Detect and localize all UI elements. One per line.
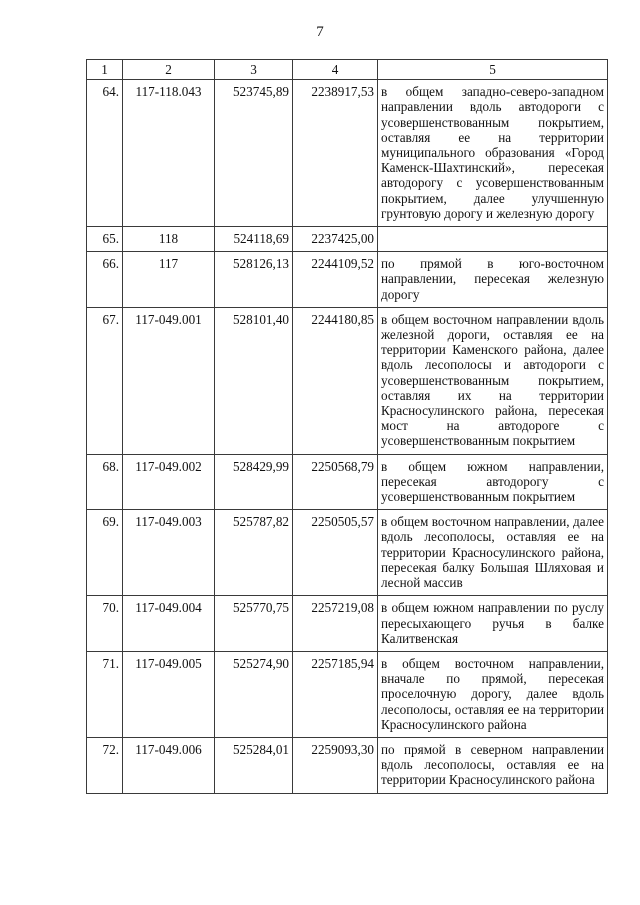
row-number-cell: 65. [87,227,123,252]
column-header: 3 [215,60,293,80]
point-id-cell: 117-118.043 [123,80,215,227]
row-number-cell: 69. [87,510,123,596]
coordinate-x-cell: 525770,75 [215,596,293,652]
point-id-cell: 117-049.004 [123,596,215,652]
description-cell: в общем восточном направлении вдоль железной дороги, оставляя ее на территории Каменского района, далее вдоль лесополосы и автодороги с усовершенствованным покрытием, оставляя их на территории Красносулинского района, пересекая мост на автодороге с усовершенствованным покрытием [378,307,608,454]
row-number-cell: 70. [87,596,123,652]
coordinate-y-cell: 2250505,57 [293,510,378,596]
boundary-table [86,59,608,794]
table-row [87,252,608,308]
row-number-cell: 71. [87,651,123,737]
description-cell: в общем восточном направлении, далее вдоль лесополосы, оставляя ее на территории Красносулинского района, пересекая балку Большая Шляховая и лесной массив [378,510,608,596]
page-number: 7 [316,24,324,40]
coordinate-y-cell: 2250568,79 [293,454,378,510]
table-row [87,510,608,596]
description-cell: по прямой в северном направлении вдоль лесополосы, оставляя ее на территории Красносулинского района [378,737,608,793]
description-cell: в общем западно-северо-западном направлении вдоль автодороги с усовершенствованным покрытием, оставляя ее на территории муниципального образования «Город Каменск-Шахтинский», пересекая автодорогу с усовершенствованным покрытием, далее улучшенную грунтовую дорогу и железную дорогу [378,80,608,227]
table-row [87,737,608,793]
coordinate-x-cell: 525274,90 [215,651,293,737]
point-id-cell: 117-049.003 [123,510,215,596]
table-row [87,227,608,252]
table-row [87,651,608,737]
description-cell [378,227,608,252]
coordinate-x-cell: 525787,82 [215,510,293,596]
coordinate-y-cell: 2257219,08 [293,596,378,652]
column-header: 1 [87,60,123,80]
point-id-cell: 117-049.006 [123,737,215,793]
coordinate-y-cell: 2257185,94 [293,651,378,737]
coordinate-y-cell: 2237425,00 [293,227,378,252]
table-header [87,60,608,80]
row-number-cell: 64. [87,80,123,227]
table-body [87,80,608,793]
coordinate-x-cell: 528101,40 [215,307,293,454]
point-id-cell: 117-049.002 [123,454,215,510]
point-id-cell: 117-049.005 [123,651,215,737]
description-cell: в общем южном направлении по руслу пересыхающего ручья в балке Калитвенская [378,596,608,652]
row-number-cell: 72. [87,737,123,793]
coordinate-y-cell: 2259093,30 [293,737,378,793]
table-row [87,80,608,227]
coordinate-x-cell: 528126,13 [215,252,293,308]
row-number-cell: 66. [87,252,123,308]
coordinate-y-cell: 2244180,85 [293,307,378,454]
point-id-cell: 117-049.001 [123,307,215,454]
table-row [87,596,608,652]
column-header: 2 [123,60,215,80]
row-number-cell: 68. [87,454,123,510]
table-row [87,454,608,510]
description-cell: по прямой в юго-восточном направлении, пересекая железную дорогу [378,252,608,308]
row-number-cell: 67. [87,307,123,454]
coordinate-x-cell: 525284,01 [215,737,293,793]
coordinate-x-cell: 528429,99 [215,454,293,510]
header-row [87,60,608,80]
coordinate-x-cell: 523745,89 [215,80,293,227]
description-cell: в общем южном направлении, пересекая автодорогу с усовершенствованным покрытием [378,454,608,510]
coordinate-y-cell: 2244109,52 [293,252,378,308]
column-header: 4 [293,60,378,80]
coordinate-x-cell: 524118,69 [215,227,293,252]
coordinate-y-cell: 2238917,53 [293,80,378,227]
table-row [87,307,608,454]
description-cell: в общем восточном направлении, вначале по прямой, пересекая проселочную дорогу, далее вдоль лесополосы, оставляя ее на территории Красносулинского района [378,651,608,737]
point-id-cell: 117 [123,252,215,308]
column-header: 5 [378,60,608,80]
point-id-cell: 118 [123,227,215,252]
